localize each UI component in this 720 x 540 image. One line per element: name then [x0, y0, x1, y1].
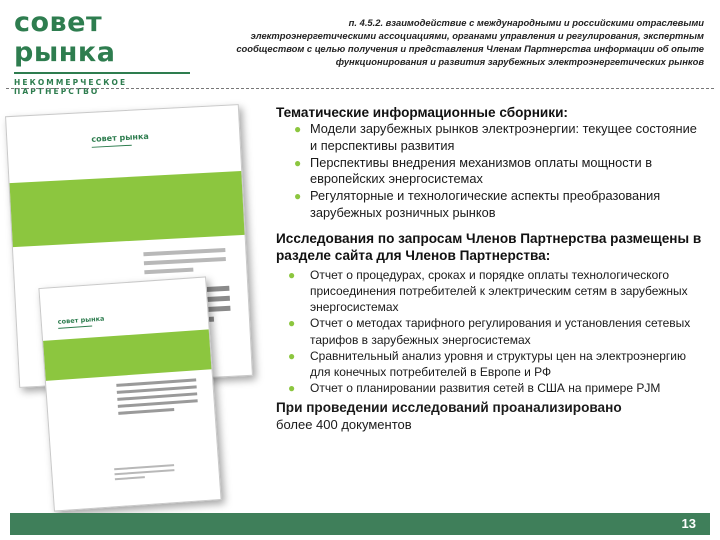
bullet-icon: ● — [294, 155, 302, 170]
conclusion-normal: более 400 документов — [276, 417, 412, 433]
cover-2-footer-lines — [114, 464, 175, 483]
bullet-icon: ● — [288, 316, 296, 331]
list-item — [286, 267, 706, 316]
logo-sub-text: НЕКОММЕРЧЕСКОЕ ПАРТНЕРСТВО — [14, 78, 128, 96]
section2-list — [276, 267, 706, 397]
bullet-icon: ● — [288, 348, 296, 363]
conclusion — [276, 399, 706, 433]
footer-bar — [10, 513, 710, 535]
section1-heading: Тематические информационные сборники: — [276, 105, 568, 120]
list-item-text: Перспективы внедрения механизмов оплаты мощности в европейских энергосистемах — [310, 154, 652, 187]
logo-main-text: совет рынка — [14, 7, 116, 68]
cover-2-green-band — [43, 329, 211, 380]
header-text: п. 4.5.2. взаимодействие с международными и российскими отраслевыми электроэнергетическими ассоциациями, органами управления и регулирования, экспертным сообществом с целью получения и представления Членам Партнерства информации об опыте функционирования и развития зарубежных электроэнергетических рынков — [236, 17, 704, 67]
logo — [14, 8, 204, 96]
cover-2-logo-rule — [58, 325, 92, 328]
section2-heading: Исследования по запросам Членов Партнерства размещены в разделе сайта для Членов Партнерства: — [276, 230, 702, 263]
list-item — [282, 121, 706, 155]
list-item — [286, 380, 706, 396]
list-item-text: Отчет о планировании развития сетей в США на примере PJM — [310, 381, 661, 396]
content — [276, 104, 706, 433]
cover-2-title-lines — [116, 378, 198, 418]
cover-1-green-band — [10, 171, 245, 247]
list-item — [286, 348, 706, 380]
list-item — [282, 155, 706, 189]
bullet-icon: ● — [294, 189, 302, 204]
section1-list — [276, 121, 706, 222]
list-item — [286, 315, 706, 347]
logo-rule — [14, 72, 190, 74]
cover-1-subtitle-lines — [143, 248, 226, 279]
bullet-icon: ● — [288, 381, 296, 396]
bullet-icon: ● — [294, 122, 302, 136]
conclusion-bold: При проведении исследований проанализировано — [276, 400, 622, 416]
list-item-text: Отчет о методах тарифного регулирования и установления сетевых тарифов в зарубежных энергосистемах — [310, 316, 691, 347]
report-cover-2 — [38, 276, 221, 511]
cover-2-logo: совет рынка — [57, 314, 105, 326]
list-item-text: Сравнительный анализ уровня и структуры цен на электроэнергию для конечных потребителей в Европе и РФ — [310, 348, 686, 379]
list-item-text: Модели зарубежных рынков электроэнергии: текущее состояние и перспективы развития — [310, 121, 697, 153]
page-number: 13 — [681, 516, 696, 531]
list-item-text: Регуляторные и технологические аспекты преобразования зарубежных розничных рынков — [310, 188, 661, 220]
cover-1-logo-rule — [92, 145, 132, 148]
list-item — [282, 188, 706, 222]
list-item-text: Отчет о процедурах, сроках и порядке оплаты технологического присоединения потребителей к электрическим сетям в зарубежных энергосистемах — [310, 267, 688, 315]
bullet-icon: ● — [288, 267, 296, 282]
cover-1-logo: совет рынка — [91, 131, 149, 144]
header-divider — [6, 88, 714, 89]
